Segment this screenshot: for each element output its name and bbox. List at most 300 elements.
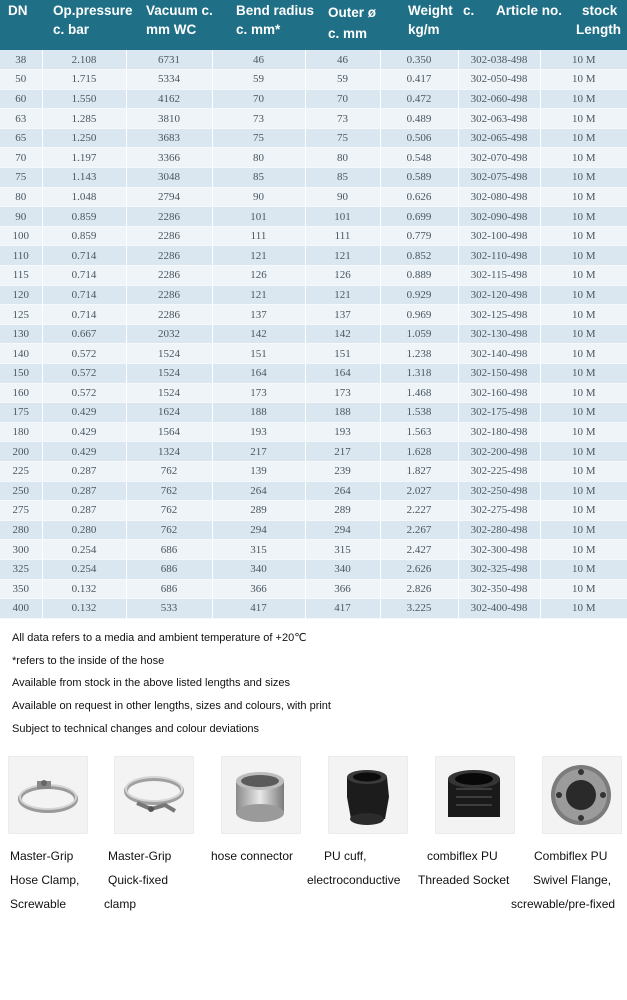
table-cell: 10 M [540,168,627,188]
note-temperature: All data refers to a media and ambient temperature of +20℃ [12,632,307,644]
table-cell: 70 [212,89,305,109]
header-dn: DN [8,3,28,18]
table-row [0,226,627,246]
table-cell: 150 [0,364,42,384]
table-row [0,305,627,325]
table-cell: 10 M [540,540,627,560]
table-cell: 264 [212,481,305,501]
table-cell: 0.287 [42,461,126,481]
table-cell: 126 [212,266,305,286]
table-cell: 0.350 [380,50,458,70]
table-cell: 2032 [126,324,212,344]
table-cell: 100 [0,226,42,246]
table-cell: 46 [305,50,380,70]
table-row [0,599,627,619]
table-cell: 50 [0,70,42,90]
table-cell: 101 [305,207,380,227]
table-row [0,559,627,579]
table-cell: 0.506 [380,128,458,148]
table-cell: 302-175-498 [458,403,540,423]
table-cell: 0.280 [42,520,126,540]
table-cell: 302-275-498 [458,501,540,521]
table-cell: 137 [305,305,380,325]
table-cell: 3.225 [380,599,458,619]
table-cell: 1524 [126,383,212,403]
table-cell: 140 [0,344,42,364]
table-cell: 2286 [126,305,212,325]
table-cell: 90 [212,187,305,207]
table-cell: 85 [212,168,305,188]
table-cell: 10 M [540,324,627,344]
table-cell: 762 [126,501,212,521]
table-cell: 10 M [540,599,627,619]
table-row [0,128,627,148]
table-cell: 417 [212,599,305,619]
table-row [0,540,627,560]
table-cell: 302-063-498 [458,109,540,129]
table-cell: 300 [0,540,42,560]
table-cell: 1624 [126,403,212,423]
accessory-caption-line: Master-Grip [108,849,172,863]
table-cell: 160 [0,383,42,403]
table-row [0,187,627,207]
table-cell: 2286 [126,285,212,305]
table-cell: 302-038-498 [458,50,540,70]
note-on-request: Available on request in other lengths, sizes and colours, with print [12,700,331,713]
table-cell: 1524 [126,344,212,364]
table-cell: 2.626 [380,559,458,579]
table-cell: 1.048 [42,187,126,207]
accessory-caption-line: Hose Clamp, [10,873,80,887]
table-cell: 302-150-498 [458,364,540,384]
table-cell: 366 [305,579,380,599]
table-cell: 302-140-498 [458,344,540,364]
table-cell: 686 [126,559,212,579]
table-cell: 1564 [126,422,212,442]
note-subject-to-change: Subject to technical changes and colour deviations [12,722,260,735]
table-cell: 70 [0,148,42,168]
table-cell: 73 [305,109,380,129]
table-cell: 193 [212,422,305,442]
table-cell: 121 [212,246,305,266]
table-cell: 90 [305,187,380,207]
table-row [0,442,627,462]
table-cell: 0.132 [42,579,126,599]
table-cell: 10 M [540,501,627,521]
table-cell: 0.889 [380,266,458,286]
table-cell: 302-200-498 [458,442,540,462]
table-cell: 175 [0,403,42,423]
table-cell: 10 M [540,246,627,266]
table-cell: 164 [212,364,305,384]
table-cell: 10 M [540,481,627,501]
table-cell: 302-280-498 [458,520,540,540]
table-cell: 302-070-498 [458,148,540,168]
table-cell: 164 [305,364,380,384]
table-cell: 302-180-498 [458,422,540,442]
table-cell: 137 [212,305,305,325]
table-cell: 1.197 [42,148,126,168]
table-cell: 4162 [126,89,212,109]
table-cell: 10 M [540,461,627,481]
table-cell: 289 [212,501,305,521]
table-cell: 1.059 [380,324,458,344]
header-article-no: Article no. [496,3,563,18]
table-cell: 217 [305,442,380,462]
header-op-pressure-unit: c. bar [53,22,90,37]
table-cell: 302-400-498 [458,599,540,619]
table-cell: 0.589 [380,168,458,188]
header-vacuum-unit: mm WC [146,22,197,37]
table-cell: 280 [0,520,42,540]
table-cell: 115 [0,266,42,286]
table-cell: 10 M [540,109,627,129]
table-cell: 173 [305,383,380,403]
table-cell: 121 [212,285,305,305]
table-row [0,266,627,286]
header-outer-diameter-unit: c. mm [328,26,368,41]
table-cell: 46 [212,50,305,70]
table-cell: 121 [305,246,380,266]
table-cell: 0.572 [42,383,126,403]
table-row [0,520,627,540]
table-cell: 302-080-498 [458,187,540,207]
table-cell: 325 [0,559,42,579]
pu-cuff-icon [328,756,408,834]
table-cell: 1.715 [42,70,126,90]
table-cell: 762 [126,461,212,481]
table-row [0,285,627,305]
table-cell: 0.429 [42,403,126,423]
table-cell: 90 [0,207,42,227]
table-cell: 250 [0,481,42,501]
table-cell: 193 [305,422,380,442]
table-cell: 0.417 [380,70,458,90]
table-row [0,422,627,442]
hose-connector-icon [221,756,301,834]
table-cell: 2286 [126,226,212,246]
table-cell: 302-050-498 [458,70,540,90]
table-cell: 126 [305,266,380,286]
table-cell: 70 [305,89,380,109]
table-row [0,207,627,227]
table-cell: 0.287 [42,481,126,501]
accessory-caption-line: Quick-fixed [108,873,169,887]
table-row [0,344,627,364]
table-cell: 302-115-498 [458,266,540,286]
table-cell: 1.563 [380,422,458,442]
table-cell: 75 [305,128,380,148]
table-cell: 101 [212,207,305,227]
table-cell: 2.267 [380,520,458,540]
table-cell: 2286 [126,207,212,227]
table-cell: 0.969 [380,305,458,325]
table-cell: 0.626 [380,187,458,207]
table-row [0,89,627,109]
table-cell: 180 [0,422,42,442]
table-cell: 120 [0,285,42,305]
table-cell: 3048 [126,168,212,188]
table-cell: 10 M [540,344,627,364]
table-cell: 0.287 [42,501,126,521]
table-cell: 0.429 [42,422,126,442]
threaded-socket-icon [435,756,515,834]
accessory-caption-line: Threaded Socket [418,873,510,887]
table-cell: 1.285 [42,109,126,129]
table-cell: 302-060-498 [458,89,540,109]
table-cell: 315 [212,540,305,560]
table-cell: 294 [212,520,305,540]
table-cell: 10 M [540,520,627,540]
table-cell: 10 M [540,422,627,442]
table-cell: 1.238 [380,344,458,364]
table-cell: 217 [212,442,305,462]
table-cell: 340 [305,559,380,579]
table-cell: 302-065-498 [458,128,540,148]
table-cell: 0.852 [380,246,458,266]
table-cell: 0.254 [42,540,126,560]
table-cell: 0.859 [42,207,126,227]
table-cell: 302-160-498 [458,383,540,403]
table-cell: 302-090-498 [458,207,540,227]
table-cell: 38 [0,50,42,70]
table-cell: 60 [0,89,42,109]
note-stock: Available from stock in the above listed lengths and sizes [12,677,291,690]
table-row [0,461,627,481]
table-cell: 10 M [540,559,627,579]
table-cell: 111 [212,226,305,246]
table-cell: 10 M [540,128,627,148]
table-cell: 10 M [540,89,627,109]
table-cell: 59 [212,70,305,90]
table-cell: 63 [0,109,42,129]
table-cell: 0.714 [42,266,126,286]
table-row [0,246,627,266]
table-cell: 111 [305,226,380,246]
table-cell: 2.227 [380,501,458,521]
table-cell: 2.108 [42,50,126,70]
table-cell: 686 [126,540,212,560]
table-cell: 2794 [126,187,212,207]
table-cell: 2286 [126,266,212,286]
table-cell: 1.250 [42,128,126,148]
accessory-quick-fixed-clamp [104,756,234,911]
table-cell: 10 M [540,442,627,462]
notes [12,627,331,740]
table-row [0,148,627,168]
table-cell: 1524 [126,364,212,384]
table-cell: 5334 [126,70,212,90]
table-cell: 10 M [540,226,627,246]
spec-table [0,50,627,619]
table-cell: 315 [305,540,380,560]
table-cell: 302-250-498 [458,481,540,501]
accessory-caption-line: clamp [104,897,137,911]
table-cell: 0.572 [42,364,126,384]
table-cell: 302-300-498 [458,540,540,560]
header-weight-unit: kg/m [408,22,440,37]
table-cell: 10 M [540,285,627,305]
accessory-caption-line: Screwable [10,897,67,911]
table-cell: 10 M [540,266,627,286]
table-cell: 0.548 [380,148,458,168]
table-cell: 6731 [126,50,212,70]
accessory-caption-line: screwable/pre-fixed [511,897,616,911]
table-cell: 1.550 [42,89,126,109]
table-row [0,168,627,188]
table-cell: 294 [305,520,380,540]
table-cell: 10 M [540,383,627,403]
table-cell: 0.714 [42,305,126,325]
table-cell: 2286 [126,246,212,266]
table-cell: 188 [305,403,380,423]
table-cell: 225 [0,461,42,481]
table-cell: 10 M [540,403,627,423]
table-cell: 10 M [540,187,627,207]
header-bend-radius-unit: c. mm* [236,22,281,37]
table-row [0,481,627,501]
table-cell: 302-130-498 [458,324,540,344]
table-cell: 75 [0,168,42,188]
accessory-caption-line: electroconductive [307,873,401,887]
accessory-swivel-flange [511,756,627,911]
table-cell: 10 M [540,305,627,325]
table-cell: 80 [305,148,380,168]
table-row [0,109,627,129]
table-row [0,70,627,90]
table-cell: 0.429 [42,442,126,462]
table-cell: 151 [212,344,305,364]
table-cell: 142 [212,324,305,344]
table-cell: 275 [0,501,42,521]
table-cell: 10 M [540,364,627,384]
accessory-caption-line: Master-Grip [10,849,74,863]
table-cell: 1.628 [380,442,458,462]
table-cell: 121 [305,285,380,305]
table-cell: 80 [212,148,305,168]
table-cell: 3810 [126,109,212,129]
table-row [0,364,627,384]
table-cell: 0.667 [42,324,126,344]
table-cell: 0.714 [42,246,126,266]
accessory-caption-line: PU cuff, [324,849,367,863]
table-cell: 533 [126,599,212,619]
table-cell: 0.929 [380,285,458,305]
table-cell: 1324 [126,442,212,462]
accessory-caption-line: hose connector [211,849,294,863]
table-cell: 0.714 [42,285,126,305]
table-cell: 3366 [126,148,212,168]
table-cell: 0.472 [380,89,458,109]
table-cell: 59 [305,70,380,90]
table-cell: 80 [0,187,42,207]
table-row [0,383,627,403]
table-cell: 366 [212,579,305,599]
header-length: Length [576,22,621,37]
table-cell: 10 M [540,207,627,227]
quick-fixed-clamp-icon [114,756,194,834]
table-cell: 0.489 [380,109,458,129]
table-cell: 302-120-498 [458,285,540,305]
table-row [0,50,627,70]
table-cell: 75 [212,128,305,148]
table-cell: 139 [212,461,305,481]
header-weight: Weight [408,3,453,18]
table-cell: 200 [0,442,42,462]
table-cell: 0.572 [42,344,126,364]
table-cell: 10 M [540,50,627,70]
table-cell: 0.132 [42,599,126,619]
table-cell: 350 [0,579,42,599]
table-cell: 289 [305,501,380,521]
table-row [0,324,627,344]
accessory-hose-clamp [8,756,128,911]
table-cell: 264 [305,481,380,501]
table-cell: 73 [212,109,305,129]
table-cell: 2.427 [380,540,458,560]
table-cell: 0.779 [380,226,458,246]
table-cell: 1.538 [380,403,458,423]
table-cell: 302-110-498 [458,246,540,266]
table-cell: 302-100-498 [458,226,540,246]
header-c: c. [463,3,475,18]
table-cell: 0.254 [42,559,126,579]
accessory-pu-cuff [307,756,448,887]
table-cell: 2.027 [380,481,458,501]
table-cell: 10 M [540,70,627,90]
header-bend-radius: Bend radius [236,3,315,18]
table-cell: 85 [305,168,380,188]
table-cell: 0.699 [380,207,458,227]
table-cell: 302-325-498 [458,559,540,579]
table-cell: 65 [0,128,42,148]
accessory-threaded-socket [418,756,555,887]
table-cell: 10 M [540,579,627,599]
accessory-caption-line: Swivel Flange, [533,873,612,887]
note-inside-hose: *refers to the inside of the hose [12,654,165,667]
table-cell: 417 [305,599,380,619]
table-cell: 1.827 [380,461,458,481]
table-cell: 2.826 [380,579,458,599]
table-cell: 762 [126,481,212,501]
table-cell: 1.318 [380,364,458,384]
header-stock: stock [582,3,618,18]
table-cell: 302-225-498 [458,461,540,481]
accessory-caption-line: Combiflex PU [534,849,608,863]
table-cell: 0.859 [42,226,126,246]
table-cell: 173 [212,383,305,403]
table-cell: 3683 [126,128,212,148]
header-op-pressure: Op.pressure [53,3,133,18]
table-cell: 302-350-498 [458,579,540,599]
table-row [0,579,627,599]
table-cell: 142 [305,324,380,344]
table-cell: 239 [305,461,380,481]
header-outer-diameter: Outer ø [328,5,377,20]
table-cell: 151 [305,344,380,364]
table-header [0,0,627,50]
table-cell: 125 [0,305,42,325]
table-cell: 400 [0,599,42,619]
accessory-hose-connector [211,756,341,863]
table-cell: 1.143 [42,168,126,188]
hose-clamp-icon [8,756,88,834]
table-cell: 762 [126,520,212,540]
table-cell: 302-125-498 [458,305,540,325]
table-cell: 1.468 [380,383,458,403]
table-cell: 686 [126,579,212,599]
table-cell: 188 [212,403,305,423]
